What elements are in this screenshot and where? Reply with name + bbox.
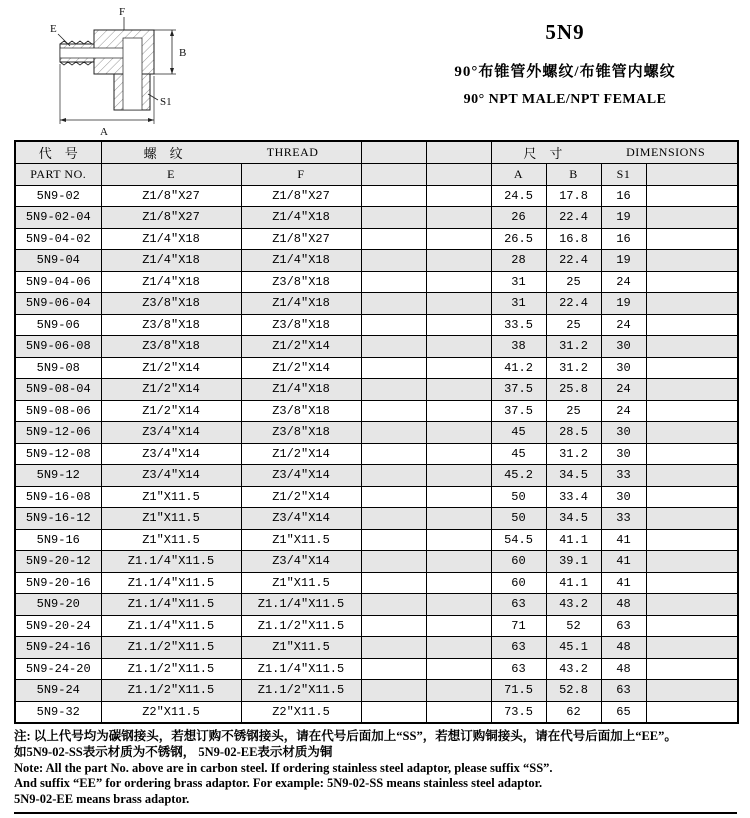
table-row <box>15 271 738 293</box>
spare-header-cell <box>361 141 426 163</box>
dim-a-cell: 24.5 <box>491 185 546 207</box>
dim-a-cell: 63 <box>491 658 546 680</box>
part-no-cell: 5N9-24-20 <box>15 658 101 680</box>
spare-cell <box>426 637 491 659</box>
spare-cell <box>426 551 491 573</box>
header-thread-cn: 螺 纹 <box>143 145 183 161</box>
spare-cell <box>426 271 491 293</box>
header-col-a: A <box>491 163 546 185</box>
part-no-cell: 5N9-16-08 <box>15 486 101 508</box>
dim-a-cell: 28 <box>491 250 546 272</box>
dim-s1-cell: 41 <box>601 551 646 573</box>
dim-s1-cell: 24 <box>601 271 646 293</box>
dim-a-cell: 73.5 <box>491 701 546 723</box>
thread-e-cell: Z3/8″X18 <box>101 336 241 358</box>
spare-header-cell <box>646 163 738 185</box>
header-col-f: F <box>241 163 361 185</box>
spare-cell <box>646 658 738 680</box>
header-part-no: PART NO. <box>15 163 101 185</box>
dim-a-cell: 38 <box>491 336 546 358</box>
spare-cell <box>646 314 738 336</box>
spare-cell <box>361 658 426 680</box>
dim-b-cell: 22.4 <box>546 250 601 272</box>
spare-cell <box>361 594 426 616</box>
note-line-cn-2: 如5N9-02-SS表示材质为不锈钢， 5N9-02-EE表示材质为铜 <box>14 744 333 759</box>
spare-cell <box>426 250 491 272</box>
part-no-cell: 5N9-16 <box>15 529 101 551</box>
title-chinese: 90°布锥管外螺纹/布锥管内螺纹 <box>454 64 676 80</box>
part-no-cell: 5N9-08-04 <box>15 379 101 401</box>
spare-cell <box>426 615 491 637</box>
spare-cell <box>361 250 426 272</box>
spare-cell <box>426 336 491 358</box>
dim-s1-cell: 16 <box>601 228 646 250</box>
spare-cell <box>646 465 738 487</box>
dim-s1-cell: 63 <box>601 615 646 637</box>
table-row <box>15 357 738 379</box>
dim-b-cell: 45.1 <box>546 637 601 659</box>
table-row <box>15 379 738 401</box>
header-thread <box>101 141 361 163</box>
header-dimensions-cn: 尺 寸 <box>523 145 563 161</box>
dim-s1-cell: 30 <box>601 357 646 379</box>
dim-b-cell: 62 <box>546 701 601 723</box>
dim-s1-cell: 19 <box>601 250 646 272</box>
header-col-e: E <box>101 163 241 185</box>
spare-cell <box>426 379 491 401</box>
thread-e-cell: Z3/4″X14 <box>101 443 241 465</box>
table-row <box>15 250 738 272</box>
thread-e-cell: Z1.1/4″X11.5 <box>101 551 241 573</box>
dim-a-cell: 50 <box>491 508 546 530</box>
table-row <box>15 680 738 702</box>
spare-cell <box>361 443 426 465</box>
spare-cell <box>646 293 738 315</box>
spare-cell <box>646 443 738 465</box>
part-no-cell: 5N9-20-24 <box>15 615 101 637</box>
thread-e-cell: Z1/8″X27 <box>101 185 241 207</box>
elbow-fitting-drawing <box>48 4 240 138</box>
spare-cell <box>361 551 426 573</box>
part-no-cell: 5N9-24 <box>15 680 101 702</box>
dim-b-cell: 39.1 <box>546 551 601 573</box>
title-block <box>390 20 740 108</box>
part-no-cell: 5N9-02-04 <box>15 207 101 229</box>
part-no-cell: 5N9-20-12 <box>15 551 101 573</box>
dim-s1-cell: 33 <box>601 508 646 530</box>
dim-a-cell: 33.5 <box>491 314 546 336</box>
table-row <box>15 658 738 680</box>
spare-cell <box>646 422 738 444</box>
spare-cell <box>361 271 426 293</box>
dim-s1-cell: 24 <box>601 379 646 401</box>
thread-f-cell: Z1/4″X18 <box>241 379 361 401</box>
part-no-cell: 5N9-12-08 <box>15 443 101 465</box>
thread-e-cell: Z1.1/2″X11.5 <box>101 637 241 659</box>
spare-cell <box>361 615 426 637</box>
spare-header-cell <box>361 163 426 185</box>
dim-b-cell: 52 <box>546 615 601 637</box>
table-row <box>15 185 738 207</box>
part-no-cell: 5N9-06 <box>15 314 101 336</box>
table-body <box>15 185 738 723</box>
spare-cell <box>361 529 426 551</box>
table-row <box>15 701 738 723</box>
thread-f-cell: Z3/4″X14 <box>241 508 361 530</box>
dim-a-cell: 54.5 <box>491 529 546 551</box>
dim-a-cell: 26 <box>491 207 546 229</box>
dim-b-cell: 22.4 <box>546 293 601 315</box>
thread-e-cell: Z2″X11.5 <box>101 701 241 723</box>
spare-cell <box>646 529 738 551</box>
part-no-cell: 5N9-04-06 <box>15 271 101 293</box>
spare-cell <box>426 529 491 551</box>
spare-cell <box>426 293 491 315</box>
dim-s1-cell: 41 <box>601 572 646 594</box>
spare-cell <box>426 228 491 250</box>
part-no-cell: 5N9-16-12 <box>15 508 101 530</box>
part-no-cell: 5N9-20 <box>15 594 101 616</box>
dim-s1-cell: 41 <box>601 529 646 551</box>
table-row <box>15 443 738 465</box>
dim-label-a: A <box>100 126 108 138</box>
spare-cell <box>646 572 738 594</box>
thread-e-cell: Z1″X11.5 <box>101 508 241 530</box>
part-no-cell: 5N9-04 <box>15 250 101 272</box>
spare-cell <box>426 658 491 680</box>
thread-e-cell: Z1/4″X18 <box>101 250 241 272</box>
spare-cell <box>646 551 738 573</box>
spare-cell <box>361 465 426 487</box>
dim-a-cell: 50 <box>491 486 546 508</box>
thread-f-cell: Z3/8″X18 <box>241 314 361 336</box>
spare-cell <box>361 486 426 508</box>
thread-f-cell: Z1/2″X14 <box>241 443 361 465</box>
dim-b-cell: 43.2 <box>546 594 601 616</box>
spare-cell <box>361 400 426 422</box>
dim-s1-cell: 63 <box>601 680 646 702</box>
table-row <box>15 572 738 594</box>
spare-cell <box>426 701 491 723</box>
thread-f-cell: Z2″X11.5 <box>241 701 361 723</box>
table-row <box>15 508 738 530</box>
spare-cell <box>426 594 491 616</box>
dim-b-cell: 25.8 <box>546 379 601 401</box>
table-header <box>15 141 738 185</box>
spare-cell <box>646 185 738 207</box>
spare-cell <box>426 465 491 487</box>
spare-cell <box>426 314 491 336</box>
spare-cell <box>361 701 426 723</box>
thread-f-cell: Z1.1/2″X11.5 <box>241 680 361 702</box>
dim-b-cell: 25 <box>546 271 601 293</box>
technical-drawing <box>48 4 240 138</box>
dim-b-cell: 31.2 <box>546 336 601 358</box>
dim-b-cell: 25 <box>546 314 601 336</box>
dim-a-cell: 31 <box>491 271 546 293</box>
dim-s1-cell: 24 <box>601 400 646 422</box>
thread-f-cell: Z3/8″X18 <box>241 422 361 444</box>
spec-table <box>14 140 739 724</box>
dim-s1-cell: 33 <box>601 465 646 487</box>
dim-s1-cell: 30 <box>601 443 646 465</box>
table-row <box>15 529 738 551</box>
dim-a-cell: 63 <box>491 637 546 659</box>
dim-b-cell: 31.2 <box>546 357 601 379</box>
dim-s1-cell: 48 <box>601 594 646 616</box>
dim-a-cell: 37.5 <box>491 379 546 401</box>
thread-e-cell: Z1/4″X18 <box>101 228 241 250</box>
dim-s1-cell: 30 <box>601 422 646 444</box>
spare-cell <box>426 572 491 594</box>
thread-f-cell: Z1/2″X14 <box>241 357 361 379</box>
spare-cell <box>646 701 738 723</box>
spare-cell <box>361 314 426 336</box>
dim-label-b: B <box>179 47 187 59</box>
spare-cell <box>361 207 426 229</box>
thread-f-cell: Z1/4″X18 <box>241 293 361 315</box>
thread-f-cell: Z1.1/2″X11.5 <box>241 615 361 637</box>
spare-cell <box>646 336 738 358</box>
spare-cell <box>426 357 491 379</box>
spare-cell <box>426 185 491 207</box>
thread-f-cell: Z1.1/4″X11.5 <box>241 594 361 616</box>
spare-cell <box>426 443 491 465</box>
part-no-cell: 5N9-04-02 <box>15 228 101 250</box>
dim-s1-cell: 19 <box>601 207 646 229</box>
part-no-cell: 5N9-32 <box>15 701 101 723</box>
dim-a-cell: 45.2 <box>491 465 546 487</box>
part-no-cell: 5N9-24-16 <box>15 637 101 659</box>
spare-cell <box>361 185 426 207</box>
spare-cell <box>646 680 738 702</box>
spare-header-cell <box>426 163 491 185</box>
spare-cell <box>426 486 491 508</box>
part-no-cell: 5N9-02 <box>15 185 101 207</box>
spare-cell <box>646 615 738 637</box>
table-row <box>15 293 738 315</box>
header-part-cn: 代 号 <box>15 141 101 163</box>
dim-b-cell: 31.2 <box>546 443 601 465</box>
dim-a-cell: 45 <box>491 422 546 444</box>
spare-cell <box>361 637 426 659</box>
table-row <box>15 400 738 422</box>
table-row <box>15 207 738 229</box>
dim-s1-cell: 65 <box>601 701 646 723</box>
dim-a-cell: 60 <box>491 572 546 594</box>
spare-cell <box>646 228 738 250</box>
dim-a-cell: 26.5 <box>491 228 546 250</box>
notes-block <box>14 729 737 814</box>
thread-f-cell: Z1″X11.5 <box>241 572 361 594</box>
thread-f-cell: Z1/2″X14 <box>241 486 361 508</box>
thread-e-cell: Z3/4″X14 <box>101 465 241 487</box>
spare-cell <box>361 293 426 315</box>
part-no-cell: 5N9-08-06 <box>15 400 101 422</box>
table-row <box>15 551 738 573</box>
dim-b-cell: 34.5 <box>546 465 601 487</box>
spare-header-cell <box>426 141 491 163</box>
thread-f-cell: Z1/4″X18 <box>241 250 361 272</box>
dim-s1-cell: 30 <box>601 486 646 508</box>
note-line-en-1: Note: All the part No. above are in carbon steel. If ordering stainless steel adaptor, please suffix “SS”. <box>14 760 553 775</box>
dim-a-cell: 45 <box>491 443 546 465</box>
dim-label-s1: S1 <box>160 96 172 108</box>
spare-cell <box>361 572 426 594</box>
dim-b-cell: 16.8 <box>546 228 601 250</box>
thread-e-cell: Z1″X11.5 <box>101 529 241 551</box>
spare-cell <box>646 207 738 229</box>
thread-e-cell: Z1/2″X14 <box>101 357 241 379</box>
dim-label-f: F <box>119 6 126 18</box>
part-no-cell: 5N9-12 <box>15 465 101 487</box>
header-col-s1: S1 <box>601 163 646 185</box>
header-col-b: B <box>546 163 601 185</box>
title-english: 90° NPT MALE/NPT FEMALE <box>463 92 667 107</box>
thread-f-cell: Z1.1/4″X11.5 <box>241 658 361 680</box>
part-no-cell: 5N9-08 <box>15 357 101 379</box>
dim-a-cell: 63 <box>491 594 546 616</box>
spare-cell <box>426 400 491 422</box>
thread-f-cell: Z3/8″X18 <box>241 271 361 293</box>
dim-s1-cell: 48 <box>601 658 646 680</box>
spare-cell <box>646 357 738 379</box>
thread-e-cell: Z1.1/4″X11.5 <box>101 615 241 637</box>
spare-cell <box>426 680 491 702</box>
part-no-cell: 5N9-20-16 <box>15 572 101 594</box>
table-row <box>15 594 738 616</box>
thread-e-cell: Z1″X11.5 <box>101 486 241 508</box>
spare-cell <box>361 228 426 250</box>
dim-s1-cell: 30 <box>601 336 646 358</box>
dim-s1-cell: 48 <box>601 637 646 659</box>
part-no-cell: 5N9-06-04 <box>15 293 101 315</box>
note-line-en-3: 5N9-02-EE means brass adaptor. <box>14 792 190 807</box>
dim-b-cell: 25 <box>546 400 601 422</box>
dim-s1-cell: 16 <box>601 185 646 207</box>
spare-cell <box>361 508 426 530</box>
thread-f-cell: Z3/4″X14 <box>241 551 361 573</box>
dim-b-cell: 41.1 <box>546 529 601 551</box>
spare-cell <box>426 508 491 530</box>
thread-e-cell: Z1/2″X14 <box>101 379 241 401</box>
thread-e-cell: Z1/2″X14 <box>101 400 241 422</box>
dim-b-cell: 41.1 <box>546 572 601 594</box>
dim-a-cell: 37.5 <box>491 400 546 422</box>
table-row <box>15 314 738 336</box>
header-dimensions <box>491 141 738 163</box>
dim-a-cell: 31 <box>491 293 546 315</box>
dim-s1-cell: 19 <box>601 293 646 315</box>
spare-cell <box>361 379 426 401</box>
dim-a-cell: 41.2 <box>491 357 546 379</box>
thread-e-cell: Z3/4″X14 <box>101 422 241 444</box>
thread-e-cell: Z3/8″X18 <box>101 293 241 315</box>
table-header-row-1 <box>15 141 738 163</box>
thread-f-cell: Z1″X11.5 <box>241 529 361 551</box>
thread-f-cell: Z3/4″X14 <box>241 465 361 487</box>
note-line-cn-1: 注: 以上代号均为碳钢接头，若想订购不锈钢接头，请在代号后面加上“SS”，若想订购铜接头，请在代号后面加上“EE”。 <box>14 729 677 743</box>
table-row <box>15 486 738 508</box>
dim-a-cell: 60 <box>491 551 546 573</box>
dim-b-cell: 17.8 <box>546 185 601 207</box>
spare-cell <box>361 422 426 444</box>
table-row <box>15 637 738 659</box>
thread-f-cell: Z1″X11.5 <box>241 637 361 659</box>
part-no-cell: 5N9-12-06 <box>15 422 101 444</box>
table-row <box>15 422 738 444</box>
table-row <box>15 615 738 637</box>
dim-label-e: E <box>50 23 57 35</box>
thread-e-cell: Z3/8″X18 <box>101 314 241 336</box>
dim-b-cell: 33.4 <box>546 486 601 508</box>
spare-cell <box>646 594 738 616</box>
spare-cell <box>426 422 491 444</box>
spare-cell <box>646 250 738 272</box>
dim-b-cell: 28.5 <box>546 422 601 444</box>
thread-f-cell: Z3/8″X18 <box>241 400 361 422</box>
model-number: 5N9 <box>545 20 585 44</box>
thread-e-cell: Z1.1/2″X11.5 <box>101 680 241 702</box>
dim-b-cell: 22.4 <box>546 207 601 229</box>
table-row <box>15 228 738 250</box>
thread-e-cell: Z1/8″X27 <box>101 207 241 229</box>
thread-e-cell: Z1.1/4″X11.5 <box>101 594 241 616</box>
table-row <box>15 336 738 358</box>
table-row <box>15 465 738 487</box>
dim-a-cell: 71 <box>491 615 546 637</box>
note-line-en-2: And suffix “EE” for ordering brass adaptor. For example: 5N9-02-SS means stainless steel adaptor. <box>14 776 543 791</box>
spare-cell <box>646 508 738 530</box>
thread-f-cell: Z1/4″X18 <box>241 207 361 229</box>
dim-a-cell: 71.5 <box>491 680 546 702</box>
header-thread-en: THREAD <box>266 144 319 159</box>
spare-cell <box>646 379 738 401</box>
spare-cell <box>646 400 738 422</box>
spare-cell <box>361 680 426 702</box>
thread-f-cell: Z1/8″X27 <box>241 185 361 207</box>
spare-cell <box>361 336 426 358</box>
spare-cell <box>426 207 491 229</box>
thread-f-cell: Z1/8″X27 <box>241 228 361 250</box>
thread-e-cell: Z1.1/2″X11.5 <box>101 658 241 680</box>
dim-b-cell: 43.2 <box>546 658 601 680</box>
table-header-row-2 <box>15 163 738 185</box>
spare-cell <box>646 486 738 508</box>
thread-f-cell: Z1/2″X14 <box>241 336 361 358</box>
dim-s1-cell: 24 <box>601 314 646 336</box>
header-dimensions-en: DIMENSIONS <box>626 144 706 159</box>
thread-e-cell: Z1/4″X18 <box>101 271 241 293</box>
dim-b-cell: 34.5 <box>546 508 601 530</box>
spare-cell <box>646 637 738 659</box>
spare-cell <box>646 271 738 293</box>
thread-e-cell: Z1.1/4″X11.5 <box>101 572 241 594</box>
spare-cell <box>361 357 426 379</box>
dim-b-cell: 52.8 <box>546 680 601 702</box>
part-no-cell: 5N9-06-08 <box>15 336 101 358</box>
